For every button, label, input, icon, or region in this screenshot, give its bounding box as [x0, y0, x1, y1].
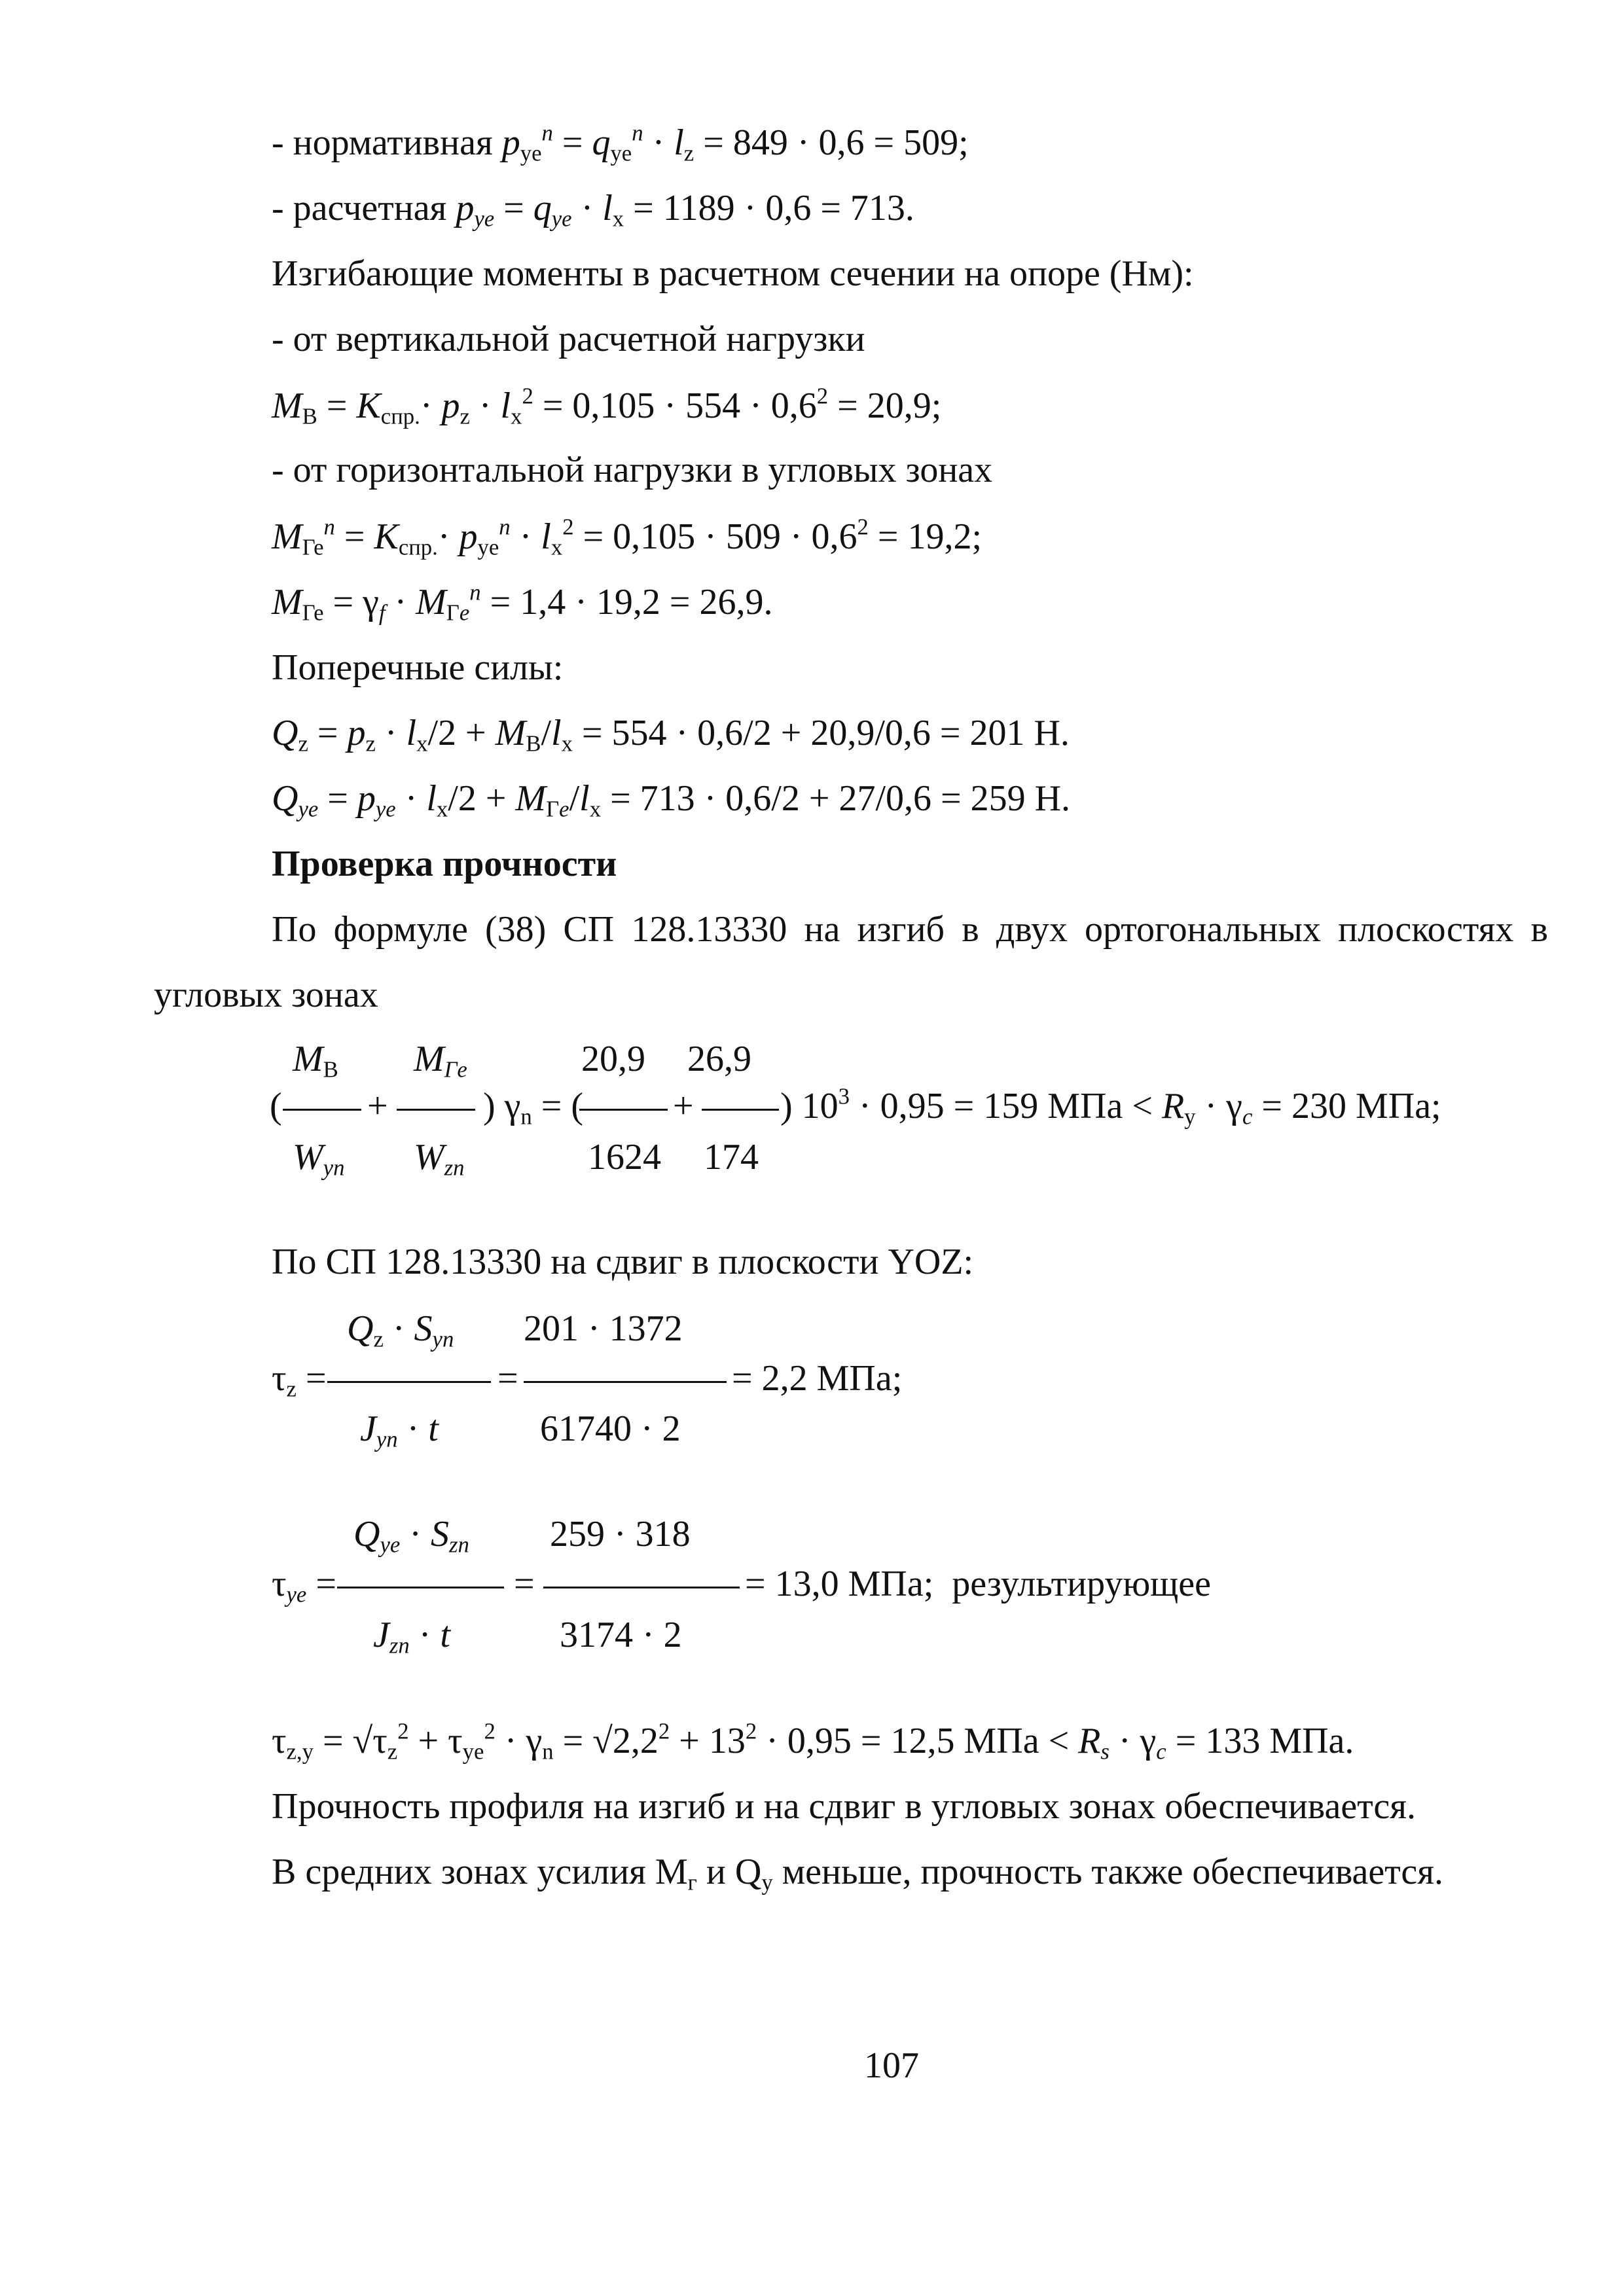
formula-m-b: $M_В = K_{спр.}\cdot p_z \cdot l_x^2 = 0,105 \cdot 554 \cdot 0,6^2 = 20,9$; — [272, 383, 942, 429]
line-normative-load: - нормативная $p_{ye}^n = q_{ye}^n \cdot l_z = 849 \cdot 0,6 = 509$; — [272, 120, 969, 166]
formula-m-ge-n: $M_{Ге}^n = K_{спр.}\cdot p_{ye}^n \cdot l_x^2 = 0,105 \cdot 509 \cdot 0,6^2 = 19,2$; — [272, 514, 982, 560]
formula-q-z: $Q_z = p_z \cdot l_x/2 + M_В/l_x = 554 \cdot 0,6/2 + 20,9/0,6 = 201$ Н. — [272, 713, 1070, 757]
line-vertical-load: - от вертикальной расчетной нагрузки — [272, 319, 865, 359]
document-page: - нормативная $p_{ye}^n = q_{ye}^n \cdot l_z = 849 \cdot 0,6 = 509$; - расчетная $p_{ye} = q_{ye} \cdot l_x = 1189 \cdot 0,6 = 713$. Изгибающие моменты в расчетном сечении на опоре (Нм): - от вертикальной расчетной нагрузки $M_В = K_{спр.}\cdot p_z \cdot l_x^2 = 0,105 \cdot 554 \cdot 0,6^2 = 20,9$; - от горизонтальной нагрузки в угловых зонах $M_{Ге}^n = K_{спр.}\cdot p_{ye}^n \cdot l_x^2 = 0,105 \cdot 509 \cdot 0,6^2 = 19,2$; $M_{Ге} = \gamma_f \cdot M_{Гe}^n = 1,4 \cdot 19,2 = 26,9$. Поперечные силы: $Q_z = p_z \cdot l_x/2 + M_В/l_x = 554 \cdot 0,6/2 + 20,9/0,6 = 201$ Н. $Q_{ye} = p_{ye} \cdot l_x/2 + M_{Гe}/l_x = 713 \cdot 0,6/2 + 27/0,6 = 259$ Н. Проверка прочности По формуле (38) СП 128.13330 на изгиб в двух ортогональных плоскостях в угловых зонах $M_В$ $M_{Гe}$ 20,9 26,9 ( + ) $\gamma_n$ = ( + ) $10^3 \cdot 0,95 = 159$ МПа < $R_y \cdot \gamma_c = 230$ МПа; $W_{yn}$ $W_{zn}$ 1624 174 По СП 128.13330 на сдвиг в плоскости YOZ: $Q_z \cdot S_{yn}$ 201 · 1372 $\tau_z$ = = = 2,2 МПа; $J_{yn} \cdot t$ 61740 · 2 $Q_{ye} \cdot S_{zn}$ 259 · 318 $\tau_{ye}$ = = = 13,0 МПа; результирующее $J_{zn} \cdot t$ 3174 · 2 $\tau_{z,y} = √\tau_z^2 + \tau_{ye}^2 \cdot \gamma_n = √2,2^2 + 13^2 \cdot 0,95 = 12,5$ МПа < $R_s \cdot \gamma_c = 133$ МПа. Прочность профиля на изгиб и на сдвиг в угловых зонах обеспечивается. В средних зонах усилия $М_г$ и $Q_y$ меньше, прочность также обеспечивается. 107 — [154, 120, 1548, 2086]
page-number: 107 — [864, 2045, 919, 2086]
conclusion-line-2: В средних зонах усилия $М_г$ и $Q_y$ меньше, прочность также обеспечивается. — [272, 1852, 1444, 1895]
paragraph-line-2: угловых зонах — [154, 975, 378, 1015]
formula-tau-resultant: $\tau_{z,y} = √\tau_z^2 + \tau_{ye}^2 \cdot \gamma_n = √2,2^2 + 13^2 \cdot 0,95 = 12,5$ МПа < $R_s \cdot \gamma_c = 133$ МПа. — [272, 1718, 1354, 1765]
line-bending-moments-title: Изгибающие моменты в расчетном сечении на опоре (Нм): — [272, 253, 1194, 294]
line-shear-forces-title: Поперечные силы: — [272, 647, 564, 688]
formula-q-ye: $Q_{ye} = p_{ye} \cdot l_x/2 + M_{Гe}/l_x = 713 \cdot 0,6/2 + 27/0,6 = 259$ Н. — [272, 778, 1071, 822]
paragraph-line-1: По формуле (38) СП 128.13330 на изгиб в двух ортогональных плоскостях в — [272, 909, 1548, 950]
line-horizontal-load: - от горизонтальной нагрузки в угловых зонах — [272, 450, 993, 490]
line-calculated-load: - расчетная $p_{ye} = q_{ye} \cdot l_x = 1189 \cdot 0,6 = 713$. — [272, 188, 914, 232]
formula-m-ge: $M_{Ге} = \gamma_f \cdot M_{Гe}^n = 1,4 \cdot 19,2 = 26,9$. — [272, 579, 773, 626]
section-heading: Проверка прочности — [272, 844, 617, 884]
conclusion-line-1: Прочность профиля на изгиб и на сдвиг в угловых зонах обеспечивается. — [272, 1786, 1416, 1827]
line-shear-intro: По СП 128.13330 на сдвиг в плоскости YOZ: — [272, 1242, 974, 1282]
